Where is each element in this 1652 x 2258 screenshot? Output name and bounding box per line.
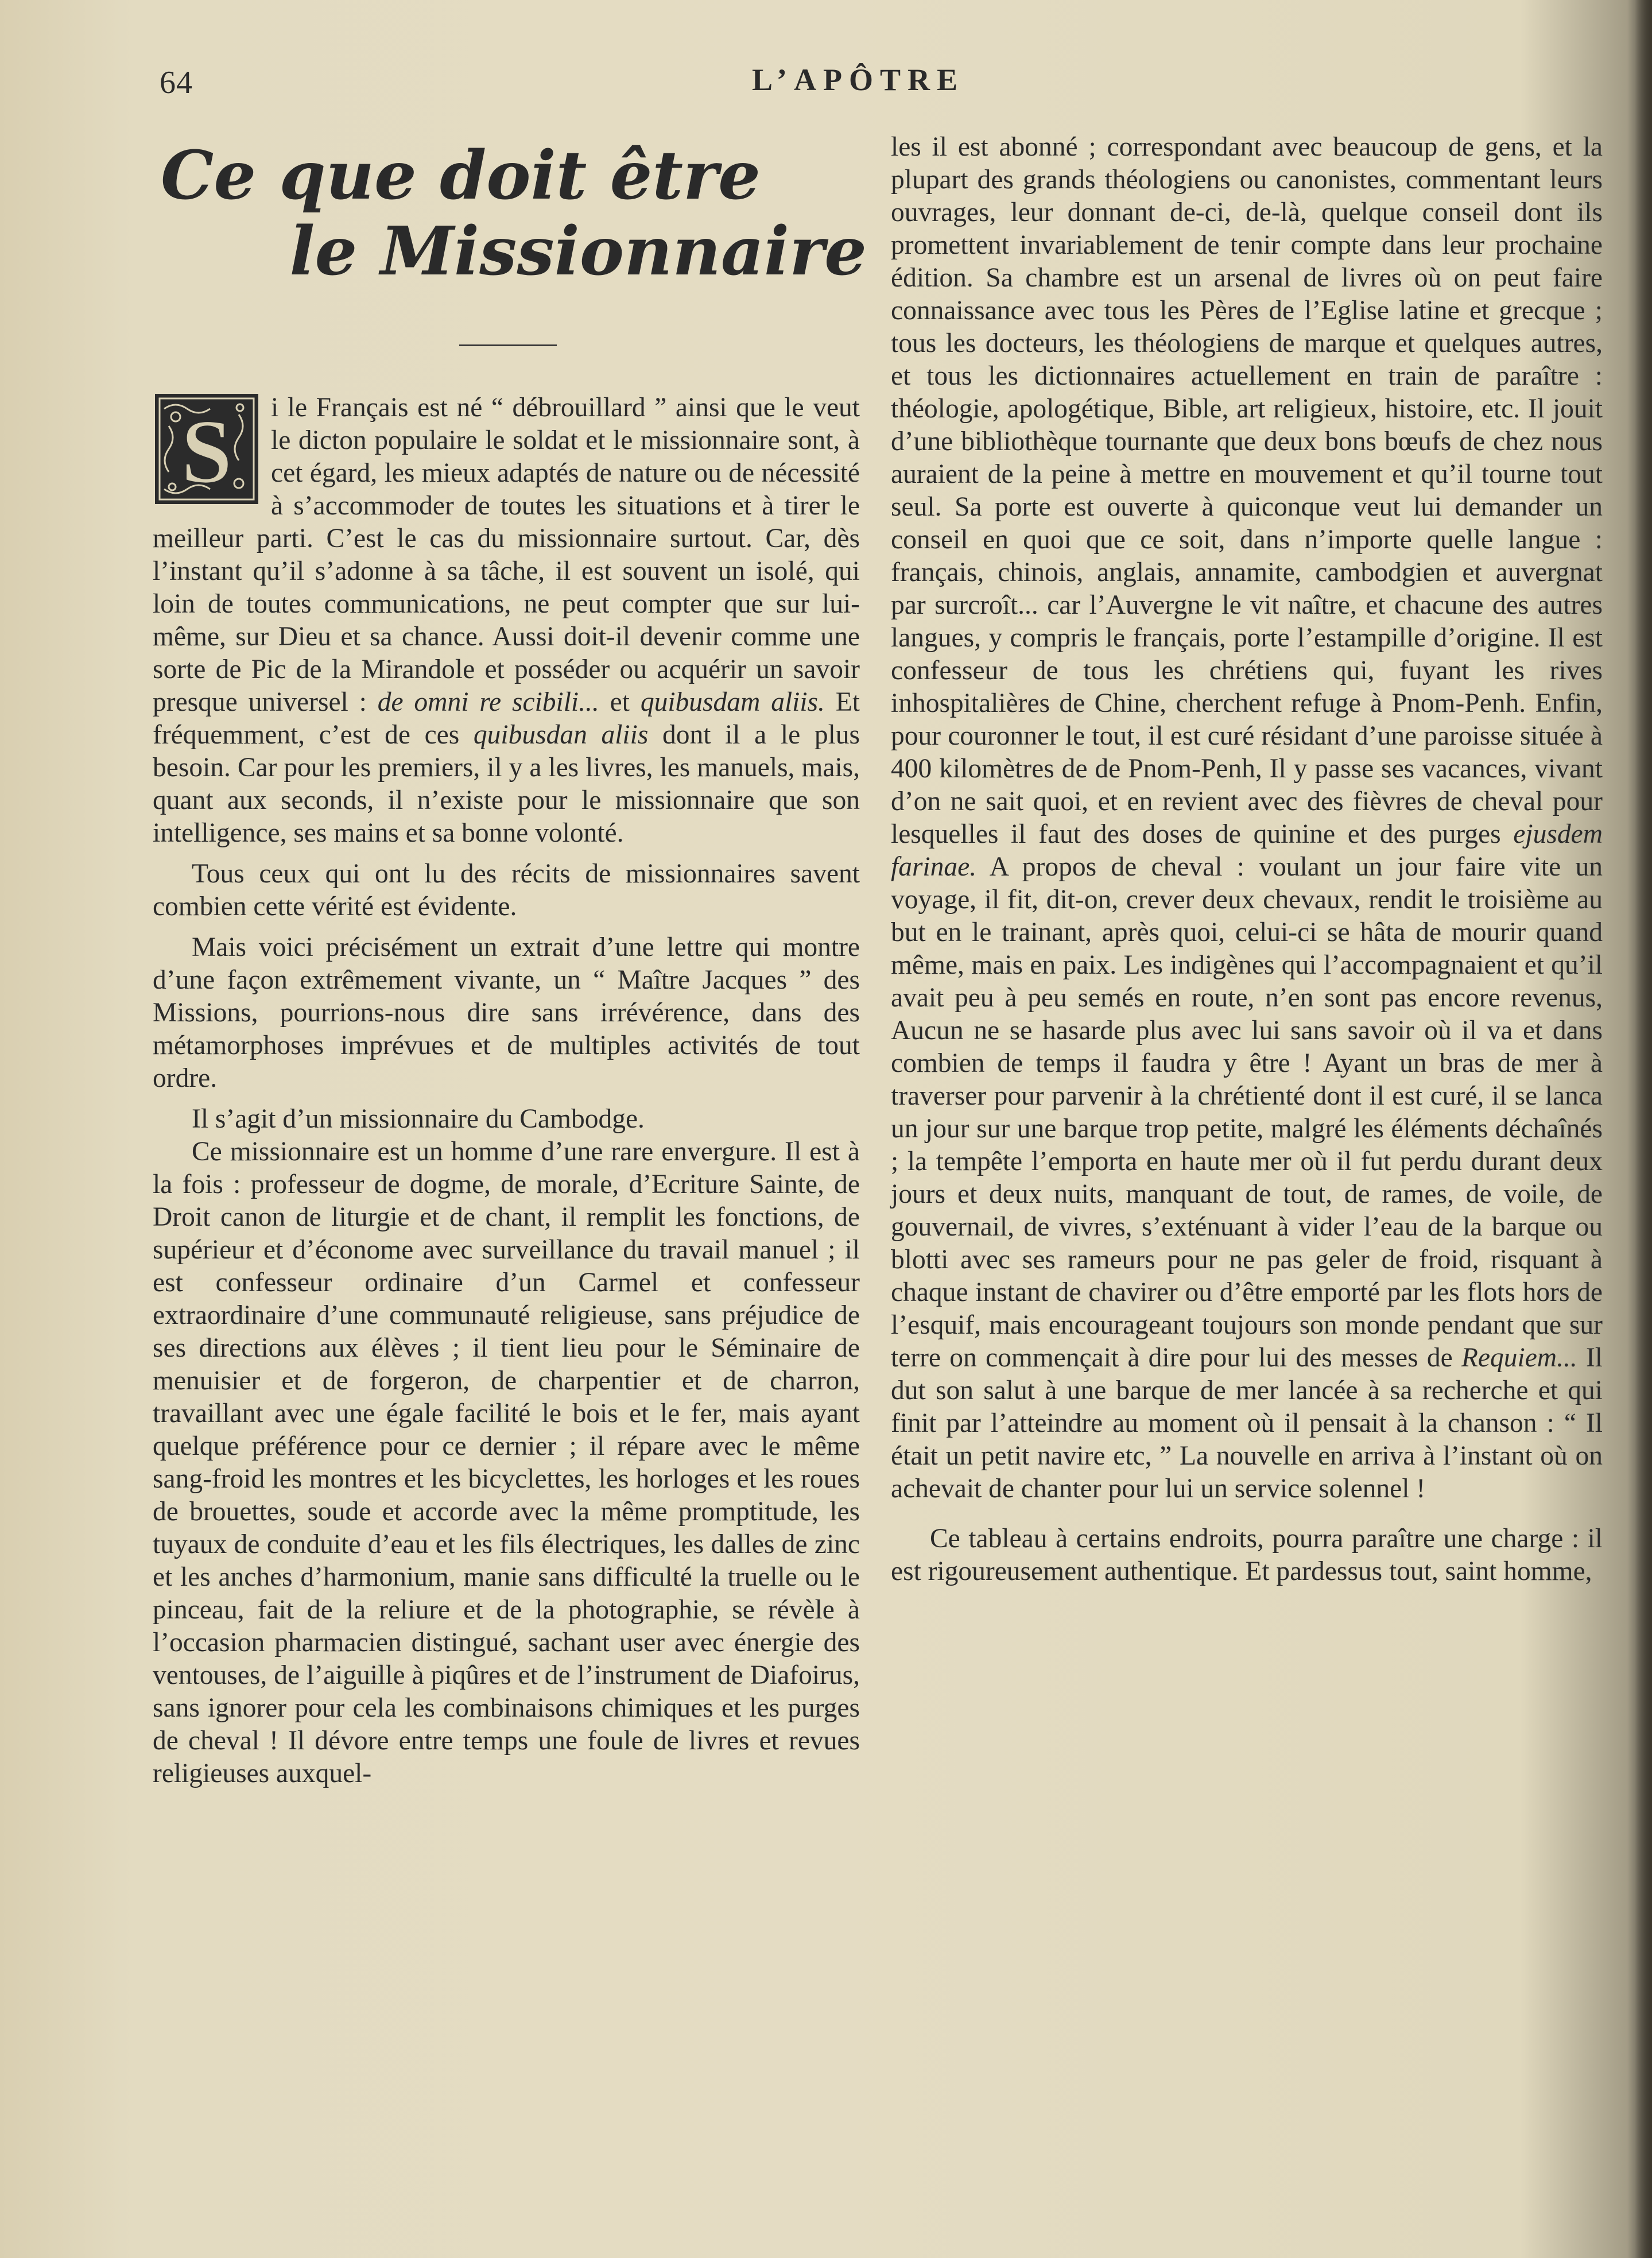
paragraph-1-text: i le Français est né “ débrouillard ” ainsi que le veut le dicton populaire le soldat et le missionnaire sont, à cet égard, les mieux adaptés de nature ou de nécessité à s’accommoder de toutes les situations et à tirer le meilleur parti. C’est le cas du missionnaire surtout. Car, dès l’instant qu’il s’adonne à sa tâche, il est souvent un isolé, qui loin de toutes communications, ne peut compter que sur lui-même, sur Dieu et sa chance. Aussi doit-il devenir comme une sorte de Pic de la Mirandole et posséder ou acquérir un savoir presque universel : <box>153 393 860 717</box>
paragraph-5-text: les il est abonné ; correspondant avec beaucoup de gens, et la plupart des grands théologiens ou canonistes, commentant leurs ouvrages, leur donnant de-ci, de-là, quelque conseil dont ils promettent invariablement de tenir compte dans leur prochaine édition. Sa chambre est un arsenal de livres où on peut faire connaissance avec tous les Pères de l’Eglise latine et grecque ; tous les docteurs, les théologiens de marque et quelques autres, et tous les dictionnaires actuellement en train de paraître : théologie, apologétique, Bible, art religieux, histoire, etc. Il jouit d’une bibliothèque tournante que deux bons bœufs de chez nous auraient de la peine à mettre en mouvement et qu’il tourne tout seul. Sa porte est ouverte à quiconque veut lui demander un conseil en quoi que ce soit, dans n’importe quelle langue : français, chinois, anglais, annamite, cambodgien et auvergnat par surcroît... car l’Auvergne le vit naître, et chacune des autres langues, y compris le français, porte l’estampille d’origine. Il est confesseur de tous les chrétiens qui, fuyant les rives inhospitalières de Chine, cherchent refuge à Pnom-Penh. Enfin, pour couronner le tout, il est curé résidant d’une paroisse située à 400 kilomètres de de Pnom-Penh, Il y passe ses vacances, vivant d’on ne sait quoi, et en revient avec des fièvres de cheval pour lesquelles il faut des doses de quinine et des purges <box>891 132 1603 849</box>
dropcap-letter: S <box>181 400 232 502</box>
latin-phrase: de omni re scibili... <box>377 687 599 717</box>
latin-phrase: ejusdem farinae. <box>891 819 1603 882</box>
article-title-line-1: Ce que doit être <box>161 137 761 215</box>
paragraph-4: Il s’agit d’un missionnaire du Cambodge. <box>192 1104 645 1134</box>
right-column <box>891 131 1603 1588</box>
article-title-line-2: le Missionnaire <box>289 212 867 291</box>
title-separator-rule <box>459 344 557 346</box>
paragraph-2: Tous ceux qui ont lu des récits de missionnaires savent combien cette vérité est évidente. <box>153 859 860 921</box>
paragraph-3: Mais voici précisément un extrait d’une lettre qui montre d’une façon extrêmement vivante, un “ Maître Jacques ” des Missions, pourrions-nous dire sans irrévérence, dans des métamorphoses imprévues et de multiples activités de tout ordre. <box>153 932 860 1093</box>
paragraph-1 <box>153 392 860 850</box>
latin-phrase: quibusdan aliis <box>473 720 649 750</box>
ornamental-dropcap <box>153 392 261 506</box>
page-number: 64 <box>160 65 193 100</box>
latin-phrase: quibusdam aliis. <box>640 687 825 717</box>
binding-edge-shadow <box>1635 0 1652 2258</box>
left-column <box>153 392 860 1790</box>
paragraph-5-continued <box>891 131 1603 1505</box>
article-title <box>161 138 867 289</box>
journal-title: L’APÔTRE <box>752 63 965 97</box>
paragraph-6: Ce tableau à certains endroits, pourra paraître une charge : il est rigoureusement authentique. Et pardessus tout, saint homme, <box>891 1524 1603 1586</box>
paragraph-5: Ce missionnaire est un homme d’une rare envergure. Il est à la fois : professeur de dogme, de morale, d’Ecriture Sainte, de Droit canon de liturgie et de chant, il remplit les fonctions, de supérieur et d’économe avec surveillance du travail manuel ; il est confesseur ordinaire d’un Carmel et confesseur extraordinaire d’une communauté religieuse, sans préjudice de ses directions aux élèves ; il tient lieu pour le Séminaire de menuisier et de forgeron, de charpentier et de charron, travaillant avec une égale facilité le bois et le fer, mais ayant quelque préférence pour ce dernier ; il répare avec le même sang-froid les montres et les bicyclettes, les horloges et les roues de brouettes, soude et accorde avec la même promptitude, les tuyaux de conduite d’eau et les fils électriques, les dalles de zinc et les anches d’harmonium, manie sans difficulté la truelle ou le pinceau, fait de la reliure et de la photographie, se révèle à l’occasion pharmacien distingué, sachant user avec énergie des ventouses, de l’aiguille à piqûres et de l’instrument de Diafoirus, sans ignorer pour cela les combinaisons chimiques et les purges de cheval ! Il dévore entre temps une foule de livres et revues religieuses auxquel- <box>153 1137 860 1788</box>
latin-phrase: Requiem... <box>1461 1343 1577 1373</box>
paragraph-5-text: A propos de cheval : voulant un jour faire vite un voyage, il fit, dit-on, crever deux chevaux, rendit le troisième au but en le trainant, après quoi, celui-ci se hâta de mourir quand même, mais en paix. Les indigènes qui l’accompagnaient et qu’il avait peu à peu semés en route, n’en sont pas encore revenus, Aucun ne se hasarde plus avec lui sans savoir où il va et dans combien de temps il faudra y être ! Ayant un bras de mer à traverser pour parvenir à la chrétienté dont il est curé, il se lanca un jour sur une barque trop petite, malgré les éléments déchaînés ; la tempête l’emporta en haute mer où il fut perdu durant deux jours et deux nuits, manquant de tout, de rames, de voile, de gouvernail, de vivres, s’exténuant à vider l’eau de la barque ou blotti avec ses rameurs pour ne pas geler de froid, risquant à chaque instant de chavirer ou d’être emporté par les flots hors de l’esquif, mais encourageant toujours son monde pendant que sur terre on commençait à dire pour lui des messes de <box>891 852 1603 1373</box>
paragraph-5-text: Il dut son salut à une barque de mer lancée à sa recherche et qui finit par l’atteindre au moment où il pensait à la chanson : “ Il était un petit navire etc, ” La nouvelle en arriva à l’instant où on achevait de chanter pour lui un service solennel ! <box>891 1343 1603 1504</box>
paragraph-1-text: dont il a le plus besoin. Car pour les premiers, il y a les livres, les manuels, mais, quant aux seconds, il n’existe pour le missionnaire que son intelligence, ses mains et sa bonne volonté. <box>153 720 860 848</box>
paragraph-1-text: et <box>599 687 641 717</box>
paragraph-1-text: Et fréquemment, c’est de ces <box>153 687 860 750</box>
